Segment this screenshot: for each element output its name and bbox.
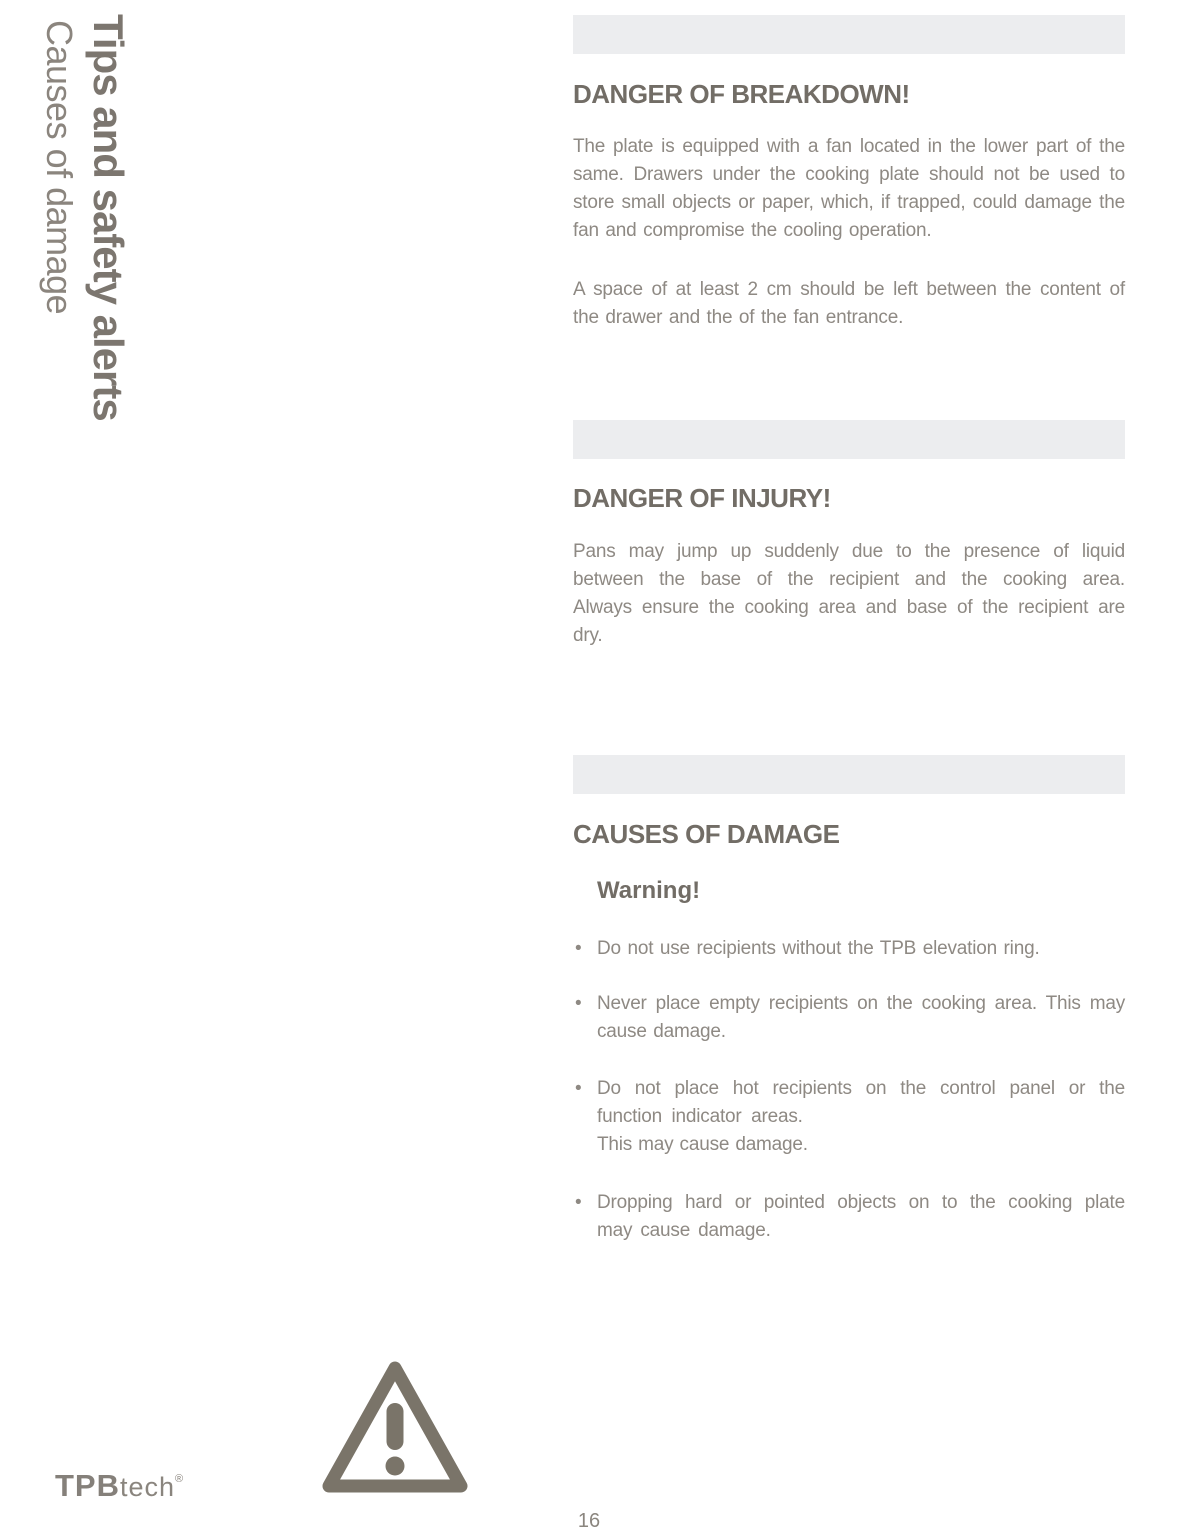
content-column bbox=[573, 0, 1125, 1540]
page-title-vertical: Tips and safety alerts bbox=[85, 14, 133, 421]
paragraph-pans-jump: Pans may jump up suddenly due to the presence of liquid between the base of the recipient and the cooking area. Always ensure the cooking area and base of the recipient are dry. bbox=[573, 541, 1125, 646]
warning-triangle-icon bbox=[320, 1357, 470, 1497]
warning-label: Warning! bbox=[597, 877, 701, 904]
bullet-icon: • bbox=[575, 993, 582, 1014]
section-heading-danger-of-injury: DANGER OF INJURY! bbox=[573, 483, 831, 513]
list-item bbox=[573, 990, 1125, 1046]
list-item bbox=[573, 1075, 1125, 1159]
brand-logo bbox=[55, 1468, 183, 1504]
brand-logo-sub: tech bbox=[120, 1472, 176, 1502]
bullet-text: Do not place hot recipients on the control panel or the function indicator areas. bbox=[597, 1078, 1125, 1127]
brand-logo-main: TPB bbox=[55, 1468, 120, 1503]
bullet-icon: • bbox=[575, 1078, 582, 1099]
section-divider-bar bbox=[573, 420, 1125, 459]
bullet-text: Do not use recipients without the TPB elevation ring. bbox=[597, 938, 1040, 959]
section-heading-danger-of-breakdown: DANGER OF BREAKDOWN! bbox=[573, 79, 910, 109]
bullet-text: Dropping hard or pointed objects on to the cooking plate may cause damage. bbox=[597, 1192, 1125, 1241]
section-heading-causes-of-damage: CAUSES OF DAMAGE bbox=[573, 819, 840, 849]
bullet-icon: • bbox=[575, 938, 582, 959]
section-divider-bar bbox=[573, 15, 1125, 54]
list-item bbox=[573, 1189, 1125, 1245]
bullet-icon: • bbox=[575, 1192, 582, 1213]
paragraph-drawer-space: A space of at least 2 cm should be left between the content of the drawer and the of the fan entrance. bbox=[573, 279, 1125, 328]
page-subtitle-vertical: Causes of damage bbox=[39, 20, 80, 315]
registered-trademark-icon: ® bbox=[175, 1473, 184, 1485]
section-divider-bar bbox=[573, 755, 1125, 794]
list-item bbox=[573, 935, 1125, 963]
bullet-text: Never place empty recipients on the cooking area. This may cause damage. bbox=[597, 993, 1125, 1042]
bullet-note: This may cause damage. bbox=[597, 1134, 808, 1155]
paragraph-fan-warning: The plate is equipped with a fan located in the lower part of the same. Drawers under the cooking plate should not be used to store small objects or paper, which, if trapped, could damage the fan and compromise the cooling operation. bbox=[573, 136, 1125, 241]
page-number: 16 bbox=[577, 1510, 601, 1532]
